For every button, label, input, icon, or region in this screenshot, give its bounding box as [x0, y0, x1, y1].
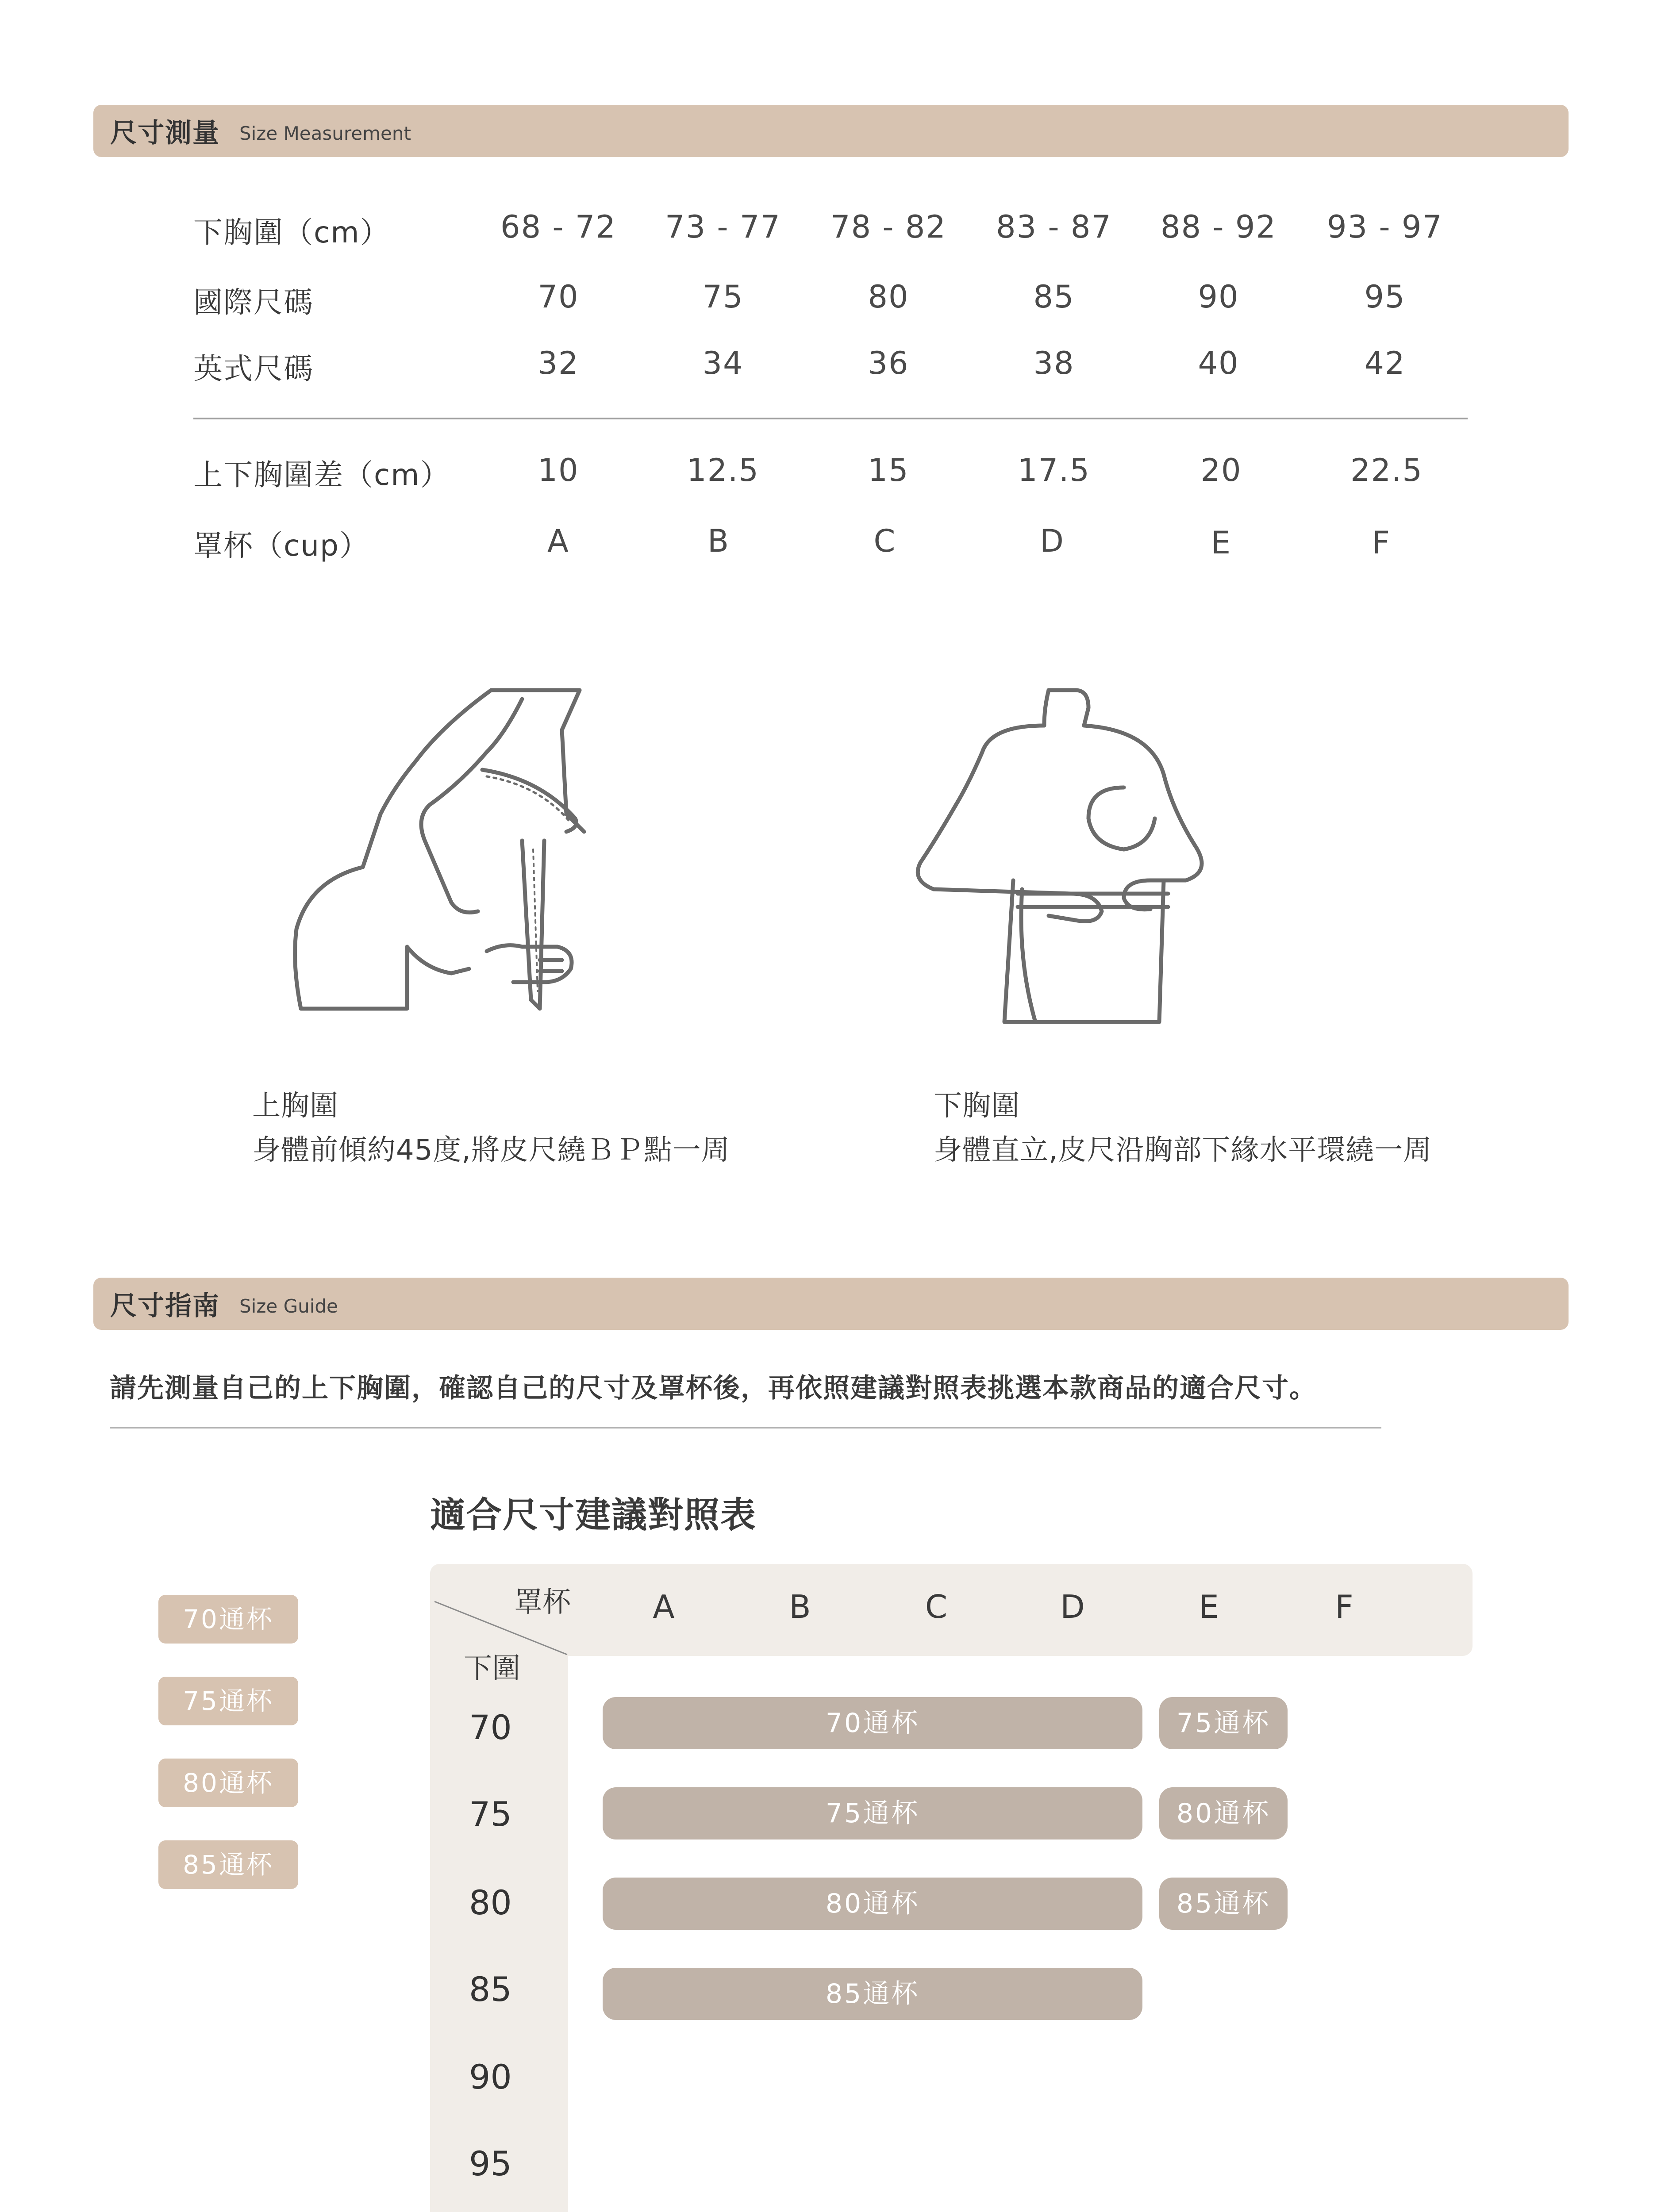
table-cell: 88 - 92 — [1161, 209, 1277, 245]
table-cell: 42 — [1364, 345, 1406, 381]
band-label: 80 — [469, 1883, 512, 1922]
cup-header: F — [1335, 1588, 1353, 1625]
table-cell: C — [873, 523, 896, 559]
table-cell: 73 - 77 — [665, 209, 781, 245]
size-bar: 80通杯 — [603, 1878, 1142, 1930]
table-cell: 22.5 — [1350, 452, 1423, 488]
size-bar: 80通杯 — [1159, 1787, 1288, 1839]
under-bust-caption — [934, 1084, 1432, 1172]
table-cell: 12.5 — [687, 452, 759, 488]
legend-chip-75: 75通杯 — [158, 1677, 298, 1725]
legend-chip-80: 80通杯 — [158, 1759, 298, 1807]
table-cell: 40 — [1198, 345, 1239, 381]
intro-divider — [110, 1427, 1381, 1429]
table-cell: 70 — [538, 279, 579, 315]
table-cell: 10 — [538, 452, 579, 488]
cup-header: D — [1060, 1588, 1085, 1625]
table-cell: 38 — [1033, 345, 1075, 381]
size-bar: 85通杯 — [1159, 1878, 1288, 1930]
legend-chip-70: 70通杯 — [158, 1595, 298, 1644]
upper-bust-illustration — [274, 681, 619, 1026]
row-label-underbust: 下胸圍（cm） — [193, 215, 390, 250]
cup-header: E — [1199, 1588, 1219, 1625]
under-bust-caption-title: 下胸圍 — [934, 1090, 1020, 1122]
table-cell: 68 - 72 — [500, 209, 616, 245]
band-label: 90 — [469, 2057, 512, 2097]
size-bar: 75通杯 — [1159, 1697, 1288, 1749]
section-bar-size-guide — [93, 1278, 1569, 1330]
cup-header: B — [789, 1588, 811, 1625]
table-cell: 83 - 87 — [996, 209, 1112, 245]
size-guide-intro: 請先測量自己的上下胸圍，確認自己的尺寸及罩杯後，再依照建議對照表挑選本款商品的適合尺寸。 — [110, 1373, 1317, 1404]
table-cell: 90 — [1198, 279, 1239, 315]
table-cell: 32 — [538, 345, 579, 381]
table-cell: B — [707, 523, 730, 559]
table-cell: 36 — [868, 345, 909, 381]
table-cell: 20 — [1200, 452, 1242, 488]
table-cell: 80 — [868, 279, 909, 315]
section-bar-measurement — [93, 105, 1569, 157]
table-cell: 93 - 97 — [1327, 209, 1443, 245]
legend-chip-85: 85通杯 — [158, 1840, 298, 1889]
table-cell: F — [1372, 525, 1391, 561]
cup-header: C — [925, 1588, 948, 1625]
table-cell: 85 — [1033, 279, 1075, 315]
table-cell: D — [1040, 523, 1065, 559]
table-cell: 34 — [702, 345, 744, 381]
table-cell: A — [547, 523, 569, 559]
table-cell: 95 — [1364, 279, 1406, 315]
chart-title: 適合尺寸建議對照表 — [430, 1494, 757, 1536]
upper-bust-caption-text: 身體前傾約45度,將皮尺繞ＢＰ點一周 — [252, 1134, 730, 1167]
cup-header: A — [653, 1588, 675, 1625]
row-label-cup: 罩杯（cup） — [193, 529, 370, 563]
band-label: 85 — [469, 1970, 512, 2009]
section-title: 尺寸測量 — [110, 118, 220, 149]
size-bar: 70通杯 — [603, 1697, 1142, 1749]
table-cell: 15 — [868, 452, 909, 488]
row-label-difference: 上下胸圍差（cm） — [193, 458, 450, 492]
row-label-international: 國際尺碼 — [193, 285, 314, 319]
table-cell: E — [1211, 525, 1232, 561]
section-subtitle: Size Guide — [239, 1295, 338, 1317]
section-title: 尺寸指南 — [110, 1290, 220, 1321]
table-cell: 17.5 — [1018, 452, 1090, 488]
upper-bust-caption — [252, 1084, 730, 1172]
band-label: 95 — [469, 2144, 512, 2183]
under-bust-caption-text: 身體直立,皮尺沿胸部下緣水平環繞一周 — [934, 1134, 1432, 1167]
corner-cup-label: 罩杯 — [514, 1586, 571, 1619]
upper-bust-caption-title: 上胸圍 — [252, 1090, 338, 1122]
table-divider — [193, 418, 1468, 419]
table-cell: 75 — [702, 279, 744, 315]
band-label: 70 — [469, 1708, 512, 1747]
size-bar: 75通杯 — [603, 1787, 1142, 1839]
section-subtitle: Size Measurement — [239, 122, 411, 144]
under-bust-illustration — [903, 686, 1248, 1040]
table-cell: 78 - 82 — [830, 209, 946, 245]
size-bar: 85通杯 — [603, 1968, 1142, 2020]
band-label: 75 — [469, 1794, 512, 1834]
row-label-uk: 英式尺碼 — [193, 352, 314, 386]
corner-band-label: 下圍 — [464, 1652, 520, 1685]
